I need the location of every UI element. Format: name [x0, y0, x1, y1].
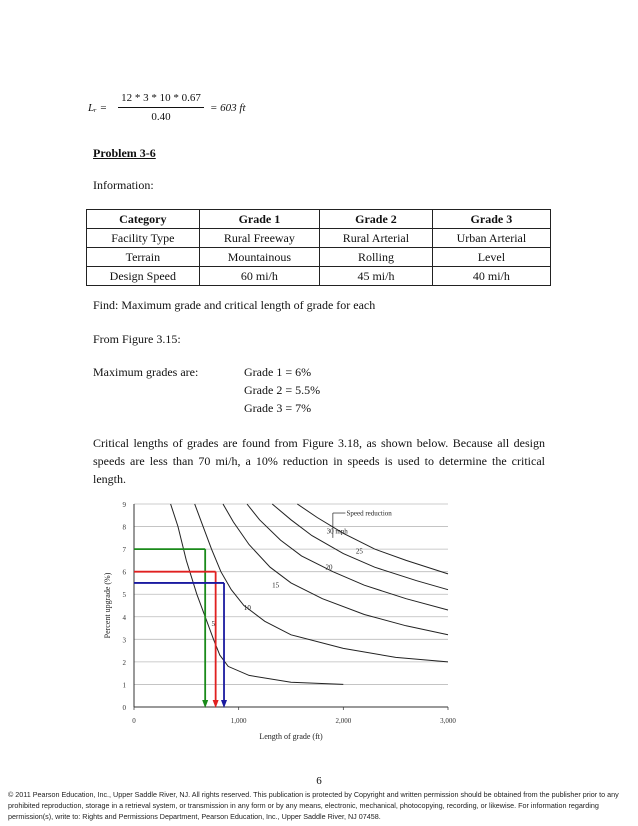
y-tick-label: 0: [122, 704, 126, 712]
equation-rhs: = 603 ft: [210, 102, 246, 114]
speed-reduction-annotation: Speed reduction: [346, 509, 392, 518]
equation-lhs: Lᵣ =: [88, 102, 107, 114]
x-tick-label: 1,000: [230, 717, 247, 725]
curve-label: 25: [355, 547, 363, 556]
information-label: Information:: [93, 178, 154, 192]
x-tick-label: 0: [132, 717, 136, 725]
critical-length-paragraph: Critical lengths of grades are found from Figure 3.18, as shown below. Because all design speeds are less than 70 mi/h, a 10% reduction in speeds is used to determine the critical length.: [93, 436, 545, 486]
curve-label: 5: [211, 619, 215, 628]
max-grades-list: [244, 365, 320, 419]
equation-denominator: 0.40: [151, 111, 171, 123]
table-header-cell: Grade 1: [199, 210, 319, 229]
max-grade-item: Grade 3 = 7%: [244, 401, 312, 415]
table-cell: 45 mi/h: [320, 267, 433, 286]
y-tick-label: 3: [122, 636, 126, 645]
table-cell: 40 mi/h: [432, 267, 550, 286]
table-header-cell: Grade 2: [320, 210, 433, 229]
y-tick-label: 8: [122, 523, 126, 532]
table-header-row: [87, 210, 551, 229]
y-axis-label: Percent upgrade (%): [103, 572, 112, 639]
table-header-cell: Grade 3: [432, 210, 550, 229]
fraction-bar: [118, 107, 204, 108]
page-number: 6: [316, 775, 322, 787]
table-row: [87, 248, 551, 267]
table-header-cell: Category: [87, 210, 200, 229]
table-cell: Urban Arterial: [432, 229, 550, 248]
y-tick-label: 1: [122, 681, 126, 690]
table-row: [87, 267, 551, 286]
equation: [88, 92, 268, 132]
table-cell: Rolling: [320, 248, 433, 267]
y-tick-label: 6: [122, 568, 126, 577]
table-cell: Mountainous: [199, 248, 319, 267]
x-axis-label: Length of grade (ft): [259, 732, 323, 741]
table-cell: Rural Freeway: [199, 229, 319, 248]
x-tick-label: 3,000: [440, 717, 456, 725]
information-table: [86, 209, 551, 286]
y-tick-label: 5: [122, 591, 126, 600]
y-tick-label: 2: [122, 658, 126, 667]
critical-length-chart: [96, 498, 472, 750]
curve-label: 15: [272, 581, 280, 590]
table-cell: Level: [432, 248, 550, 267]
table-cell: 60 mi/h: [199, 267, 319, 286]
curve-label: 20: [325, 563, 333, 572]
find-text: Find: Maximum grade and critical length of grade for each: [93, 298, 376, 312]
from-figure-text: From Figure 3.15:: [93, 332, 181, 346]
y-tick-label: 7: [122, 546, 126, 555]
max-grade-item: Grade 1 = 6%: [244, 365, 312, 379]
table-cell: Rural Arterial: [320, 229, 433, 248]
y-tick-label: 4: [122, 613, 126, 622]
x-tick-label: 2,000: [335, 717, 352, 725]
table-cell: Terrain: [87, 248, 200, 267]
equation-numerator: 12 * 3 * 10 * 0.67: [121, 92, 201, 104]
y-tick-label: 9: [122, 501, 126, 509]
max-grades-label: Maximum grades are:: [93, 365, 199, 379]
max-grade-item: Grade 2 = 5.5%: [244, 383, 321, 397]
curve-label: 10: [243, 604, 251, 613]
problem-heading: Problem 3-6: [93, 146, 156, 160]
curve-label: 30 mph: [326, 527, 348, 536]
critical-length-figure: [96, 498, 472, 750]
table-cell: Facility Type: [87, 229, 200, 248]
table-cell: Design Speed: [87, 267, 200, 286]
copyright-footer: © 2011 Pearson Education, Inc., Upper Saddle River, NJ. All rights reserved. This publication is protected by Copyright and written permission should be obtained from the publisher prior to any prohibited reproduction, storage in a retrieval system, or transmission in any form or by any means, electronic, mechanical, photocopying, recording, or likewise. For information regarding permission(s), write to: Rights and Permissions Department, Pearson Education, Inc., Upper Saddle River, NJ 07458.: [8, 790, 619, 821]
table-row: [87, 229, 551, 248]
